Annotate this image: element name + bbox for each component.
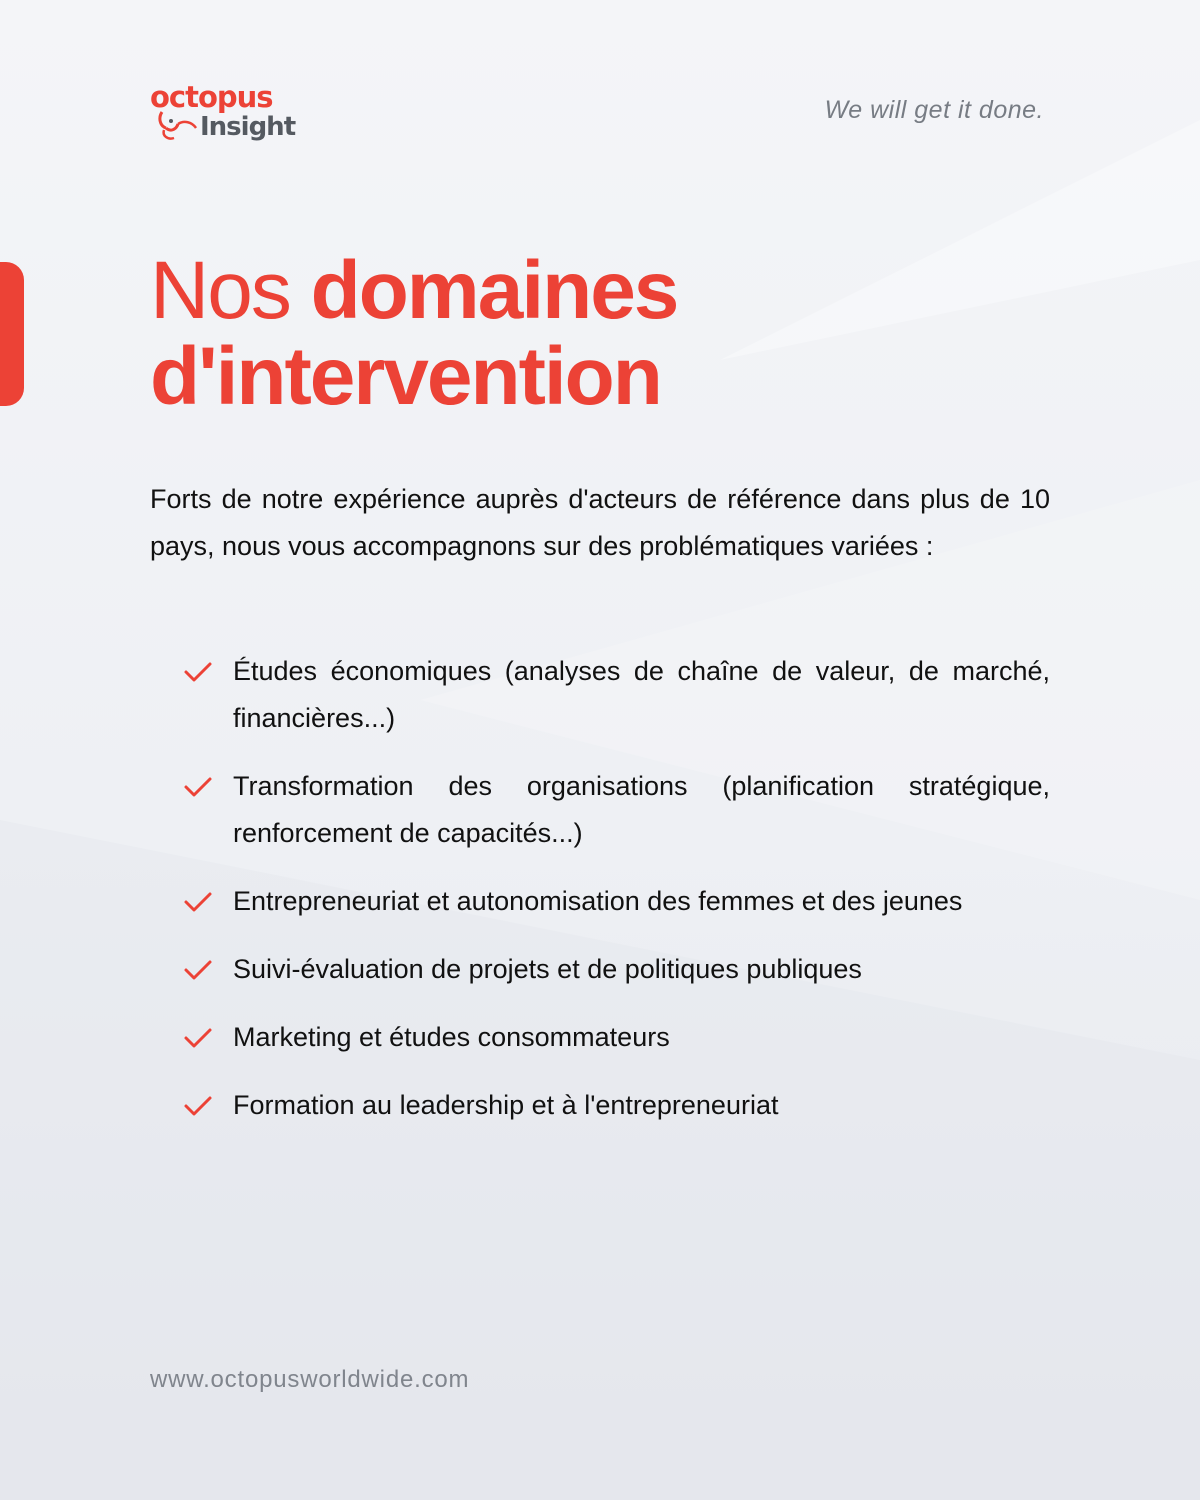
title-bold-line1: domaines	[310, 245, 678, 336]
list-item	[183, 878, 1050, 925]
check-icon	[183, 660, 213, 684]
page-title	[150, 245, 1050, 422]
octopus-icon	[154, 108, 200, 142]
check-icon	[183, 890, 213, 914]
domain-label: Marketing et études consommateurs	[233, 1022, 670, 1052]
domain-label: Études économiques (analyses de chaîne de valeur, de marché, financières...)	[233, 656, 1050, 733]
list-item	[183, 1082, 1050, 1129]
check-icon	[183, 775, 213, 799]
website-url: www.octopusworldwide.com	[150, 1366, 470, 1393]
check-icon	[183, 1094, 213, 1118]
list-item	[183, 763, 1050, 857]
list-item	[183, 1014, 1050, 1061]
domain-list	[183, 648, 1050, 1129]
intro-paragraph: Forts de notre expérience auprès d'acteurs de référence dans plus de 10 pays, nous vous accompagnons sur des problématiques variées :	[150, 484, 1050, 561]
check-icon	[183, 958, 213, 982]
list-item	[183, 648, 1050, 742]
domain-label: Entrepreneuriat et autonomisation des femmes et des jeunes	[233, 886, 963, 916]
list-item	[183, 946, 1050, 993]
domain-label: Formation au leadership et à l'entrepreneuriat	[233, 1090, 779, 1120]
logo	[148, 80, 308, 150]
logo-wordmark-octopus: octopus	[150, 80, 273, 114]
check-icon	[183, 1026, 213, 1050]
domain-label: Suivi-évaluation de projets et de politiques publiques	[233, 954, 862, 984]
side-accent-tab	[0, 262, 24, 406]
title-thin: Nos	[150, 245, 290, 336]
title-bold-line2: d'intervention	[150, 331, 661, 422]
logo-wordmark-insight: Insight	[200, 112, 296, 142]
domain-label: Transformation des organisations (planification stratégique, renforcement de capacités...)	[233, 771, 1050, 848]
tagline: We will get it done.	[824, 96, 1044, 124]
